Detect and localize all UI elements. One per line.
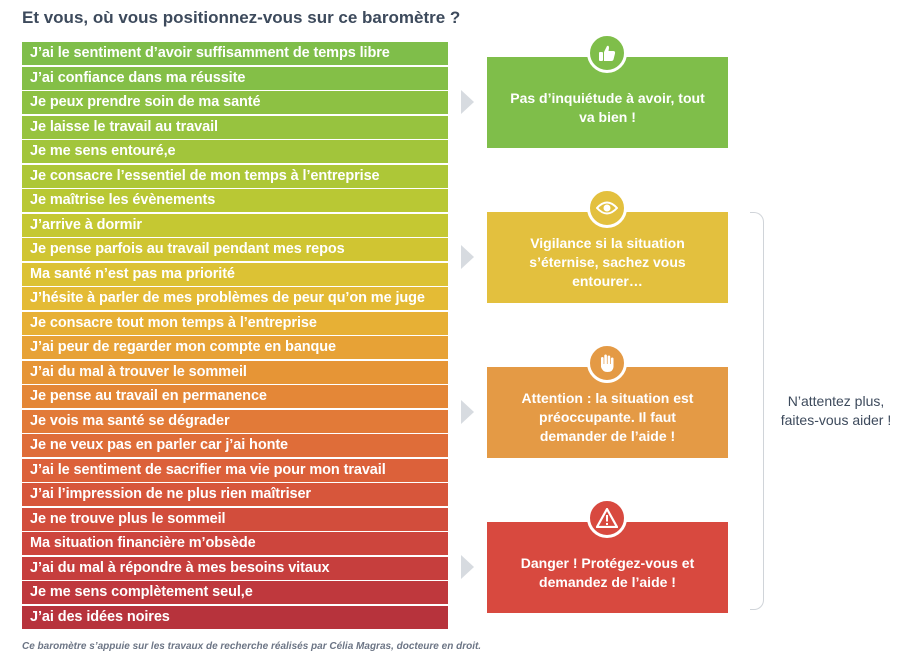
barometer-row: J’ai des idées noires: [22, 606, 448, 629]
barometer-row: Je consacre tout mon temps à l’entreprise: [22, 312, 448, 335]
chevron-right-icon: [461, 555, 474, 579]
footnote: Ce baromètre s’appuie sur les travaux de recherche réalisés par Célia Magras, docteure en droit.: [22, 641, 482, 652]
barometer-row: Je pense au travail en permanence: [22, 385, 448, 408]
barometer-row: J’ai peur de regarder mon compte en banque: [22, 336, 448, 359]
barometer-row: Je me sens complètement seul,e: [22, 581, 448, 604]
chevron-right-icon: [461, 90, 474, 114]
chevron-right-icon: [461, 400, 474, 424]
barometer-row: J’ai du mal à répondre à mes besoins vitaux: [22, 557, 448, 580]
barometer-row: Je ne veux pas en parler car j’ai honte: [22, 434, 448, 457]
bracket-divider: [750, 212, 764, 610]
level-text-attention: Attention : la situation est préoccupante. Il faut demander de l’aide !: [521, 390, 694, 444]
barometer-row: J’arrive à dormir: [22, 214, 448, 237]
barometer-row: Je consacre l’essentiel de mon temps à l’entreprise: [22, 165, 448, 188]
barometer-row: J’ai l’impression de ne plus rien maîtriser: [22, 483, 448, 506]
barometer-row: Je vois ma santé se dégrader: [22, 410, 448, 433]
barometer-row: Je peux prendre soin de ma santé: [22, 91, 448, 114]
barometer-row: Je ne trouve plus le sommeil: [22, 508, 448, 531]
barometer-row: Je pense parfois au travail pendant mes repos: [22, 238, 448, 261]
barometer-row: Je maîtrise les évènements: [22, 189, 448, 212]
barometer-row: J’ai confiance dans ma réussite: [22, 67, 448, 90]
side-callout: N’attentez plus, faites-vous aider !: [780, 393, 892, 428]
chevron-right-icon: [461, 245, 474, 269]
barometer-row: J’hésite à parler de mes problèmes de peur qu’on me juge: [22, 287, 448, 310]
barometer-row: J’ai du mal à trouver le sommeil: [22, 361, 448, 384]
warning-icon: [587, 498, 627, 538]
barometer-row: Ma situation financière m’obsède: [22, 532, 448, 555]
barometer-list: [22, 42, 448, 629]
level-text-danger: Danger ! Protégez-vous et demandez de l’aide !: [520, 554, 695, 590]
barometer-row: Je me sens entouré,e: [22, 140, 448, 163]
level-text-vigilance: Vigilance si la situation s’éternise, sachez vous entourer…: [529, 235, 686, 289]
barometer-row: J’ai le sentiment d’avoir suffisamment de temps libre: [22, 42, 448, 65]
barometer-row: Ma santé n’est pas ma priorité: [22, 263, 448, 286]
page-title: Et vous, où vous positionnez-vous sur ce baromètre ?: [22, 8, 461, 27]
barometer-row: J’ai le sentiment de sacrifier ma vie pour mon travail: [22, 459, 448, 482]
hand-icon: [587, 343, 627, 383]
eye-icon: [587, 188, 627, 228]
barometer-row: Je laisse le travail au travail: [22, 116, 448, 139]
level-text-ok: Pas d’inquiétude à avoir, tout va bien !: [510, 89, 705, 125]
thumbs-up-icon: [587, 33, 627, 73]
